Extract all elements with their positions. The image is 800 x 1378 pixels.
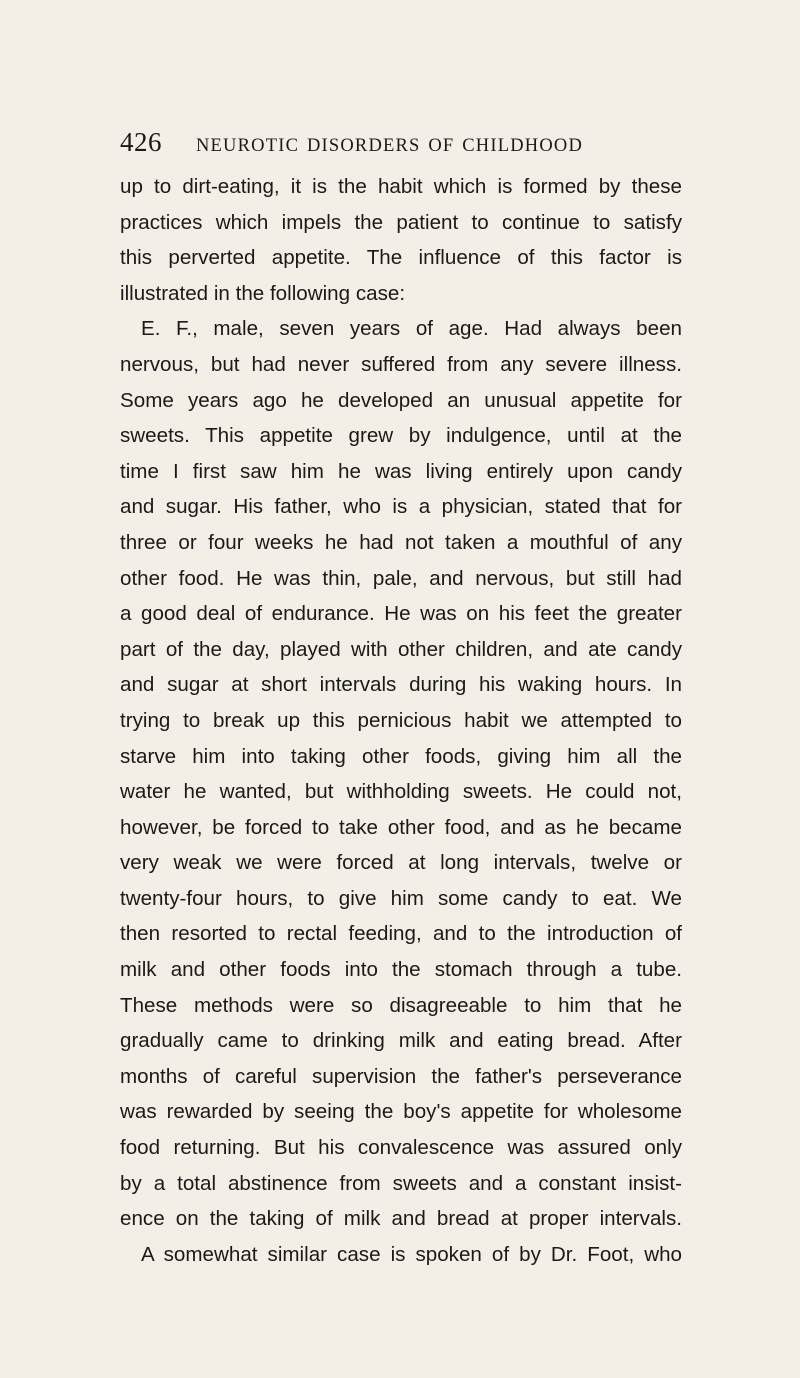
- text-line: very weak we were forced at long intervals, twelve or: [120, 851, 682, 875]
- page-number: 426: [120, 127, 162, 157]
- text-line: milk and other foods into the stomach through a tube.: [120, 958, 682, 982]
- text-line: These methods were so disagreeable to him that he: [120, 993, 682, 1017]
- text-line: however, be forced to take other food, and as he became: [120, 815, 682, 839]
- text-line: months of careful supervision the father's perseverance: [120, 1064, 682, 1088]
- text-line: food returning. But his convalescence was assured only: [120, 1136, 682, 1160]
- text-line: and sugar. His father, who is a physician, stated that for: [120, 495, 682, 519]
- text-line: sweets. This appetite grew by indulgence, until at the: [120, 424, 682, 448]
- text-line: by a total abstinence from sweets and a constant insist-: [120, 1171, 682, 1195]
- text-line: then resorted to rectal feeding, and to the introduction of: [120, 922, 682, 946]
- text-line: ence on the taking of milk and bread at proper intervals.: [120, 1207, 682, 1231]
- text-line: starve him into taking other foods, giving him all the: [120, 744, 682, 768]
- text-line: time I first saw him he was living entirely upon candy: [120, 459, 682, 483]
- text-line: practices which impels the patient to continue to satisfy: [120, 210, 682, 234]
- text-line: part of the day, played with other children, and ate candy: [120, 637, 682, 661]
- text-line: Some years ago he developed an unusual appetite for: [120, 388, 682, 412]
- text-line: nervous, but had never suffered from any severe illness.: [120, 352, 682, 376]
- text-line: and sugar at short intervals during his waking hours. In: [120, 673, 682, 697]
- text-line: water he wanted, but withholding sweets. He could not,: [120, 780, 682, 804]
- running-title: NEUROTIC DISORDERS OF CHILDHOOD: [196, 136, 584, 156]
- text-line: other food. He was thin, pale, and nervous, but still had: [120, 566, 682, 590]
- text-line: E. F., male, seven years of age. Had always been: [141, 317, 682, 341]
- text-line: was rewarded by seeing the boy's appetite for wholesome: [120, 1100, 682, 1124]
- text-line: illustrated in the following case:: [120, 281, 406, 305]
- body-text: [120, 169, 682, 1272]
- text-line: gradually came to drinking milk and eating bread. After: [120, 1029, 682, 1053]
- text-line: three or four weeks he had not taken a mouthful of any: [120, 530, 682, 554]
- text-line: A somewhat similar case is spoken of by Dr. Foot, who: [141, 1242, 682, 1266]
- text-line: up to dirt-eating, it is the habit which is formed by these: [120, 175, 682, 198]
- text-line: twenty-four hours, to give him some candy to eat. We: [120, 886, 682, 910]
- text-line: this perverted appetite. The influence of this factor is: [120, 246, 682, 270]
- running-head: [120, 127, 640, 161]
- text-line: a good deal of endurance. He was on his feet the greater: [120, 602, 682, 626]
- text-line: trying to break up this pernicious habit we attempted to: [120, 708, 682, 732]
